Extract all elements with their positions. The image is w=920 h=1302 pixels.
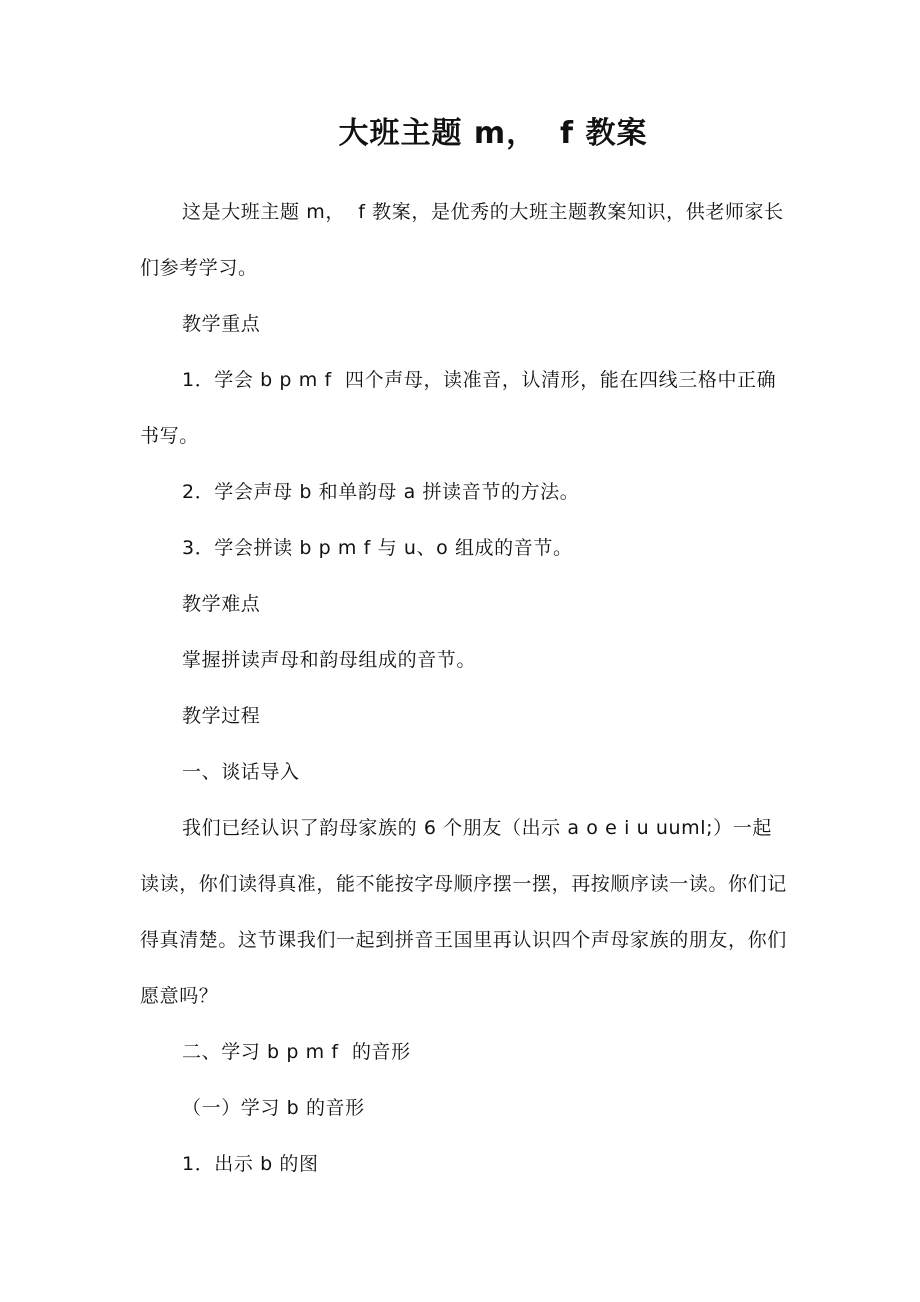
step-heading-learn-bpmf: 二、学习 b p m f 的音形 xyxy=(182,1041,411,1063)
difficulty-paragraph: 掌握拼读声母和韵母组成的音节。 xyxy=(182,649,477,671)
key-point-2: 2．学会声母 b 和单韵母 a 拼读音节的方法。 xyxy=(182,481,580,503)
key-point-1: 1．学会 b p m f 四个声母，读准音，认清形，能在四线三格中正确书写。 xyxy=(140,369,777,447)
section-heading-key-points: 教学重点 xyxy=(182,313,261,335)
sub-heading-learn-b: （一）学习 b 的音形 xyxy=(182,1097,365,1119)
step-heading-intro: 一、谈话导入 xyxy=(182,761,300,783)
key-point-3: 3．学会拼读 b p m f 与 u、o 组成的音节。 xyxy=(182,537,573,559)
intro-dialogue-paragraph: 我们已经认识了韵母家族的 6 个朋友（出示 a o e i u uuml;）一起读读，你们读得真准，能不能按字母顺序摆一摆，再按顺序读一读。你们记得真清楚。这节课我们一起到拼音王国里再认识四个声母家族的朋友，你们愿意吗？ xyxy=(140,817,787,1007)
list-item-show-b: 1．出示 b 的图 xyxy=(182,1153,319,1175)
document-title: 大班主题 m， f 教案 xyxy=(338,116,648,151)
intro-paragraph: 这是大班主题 m， f 教案，是优秀的大班主题教案知识，供老师家长们参考学习。 xyxy=(140,201,784,279)
section-heading-process: 教学过程 xyxy=(182,705,261,727)
section-heading-difficulties: 教学难点 xyxy=(182,593,261,615)
